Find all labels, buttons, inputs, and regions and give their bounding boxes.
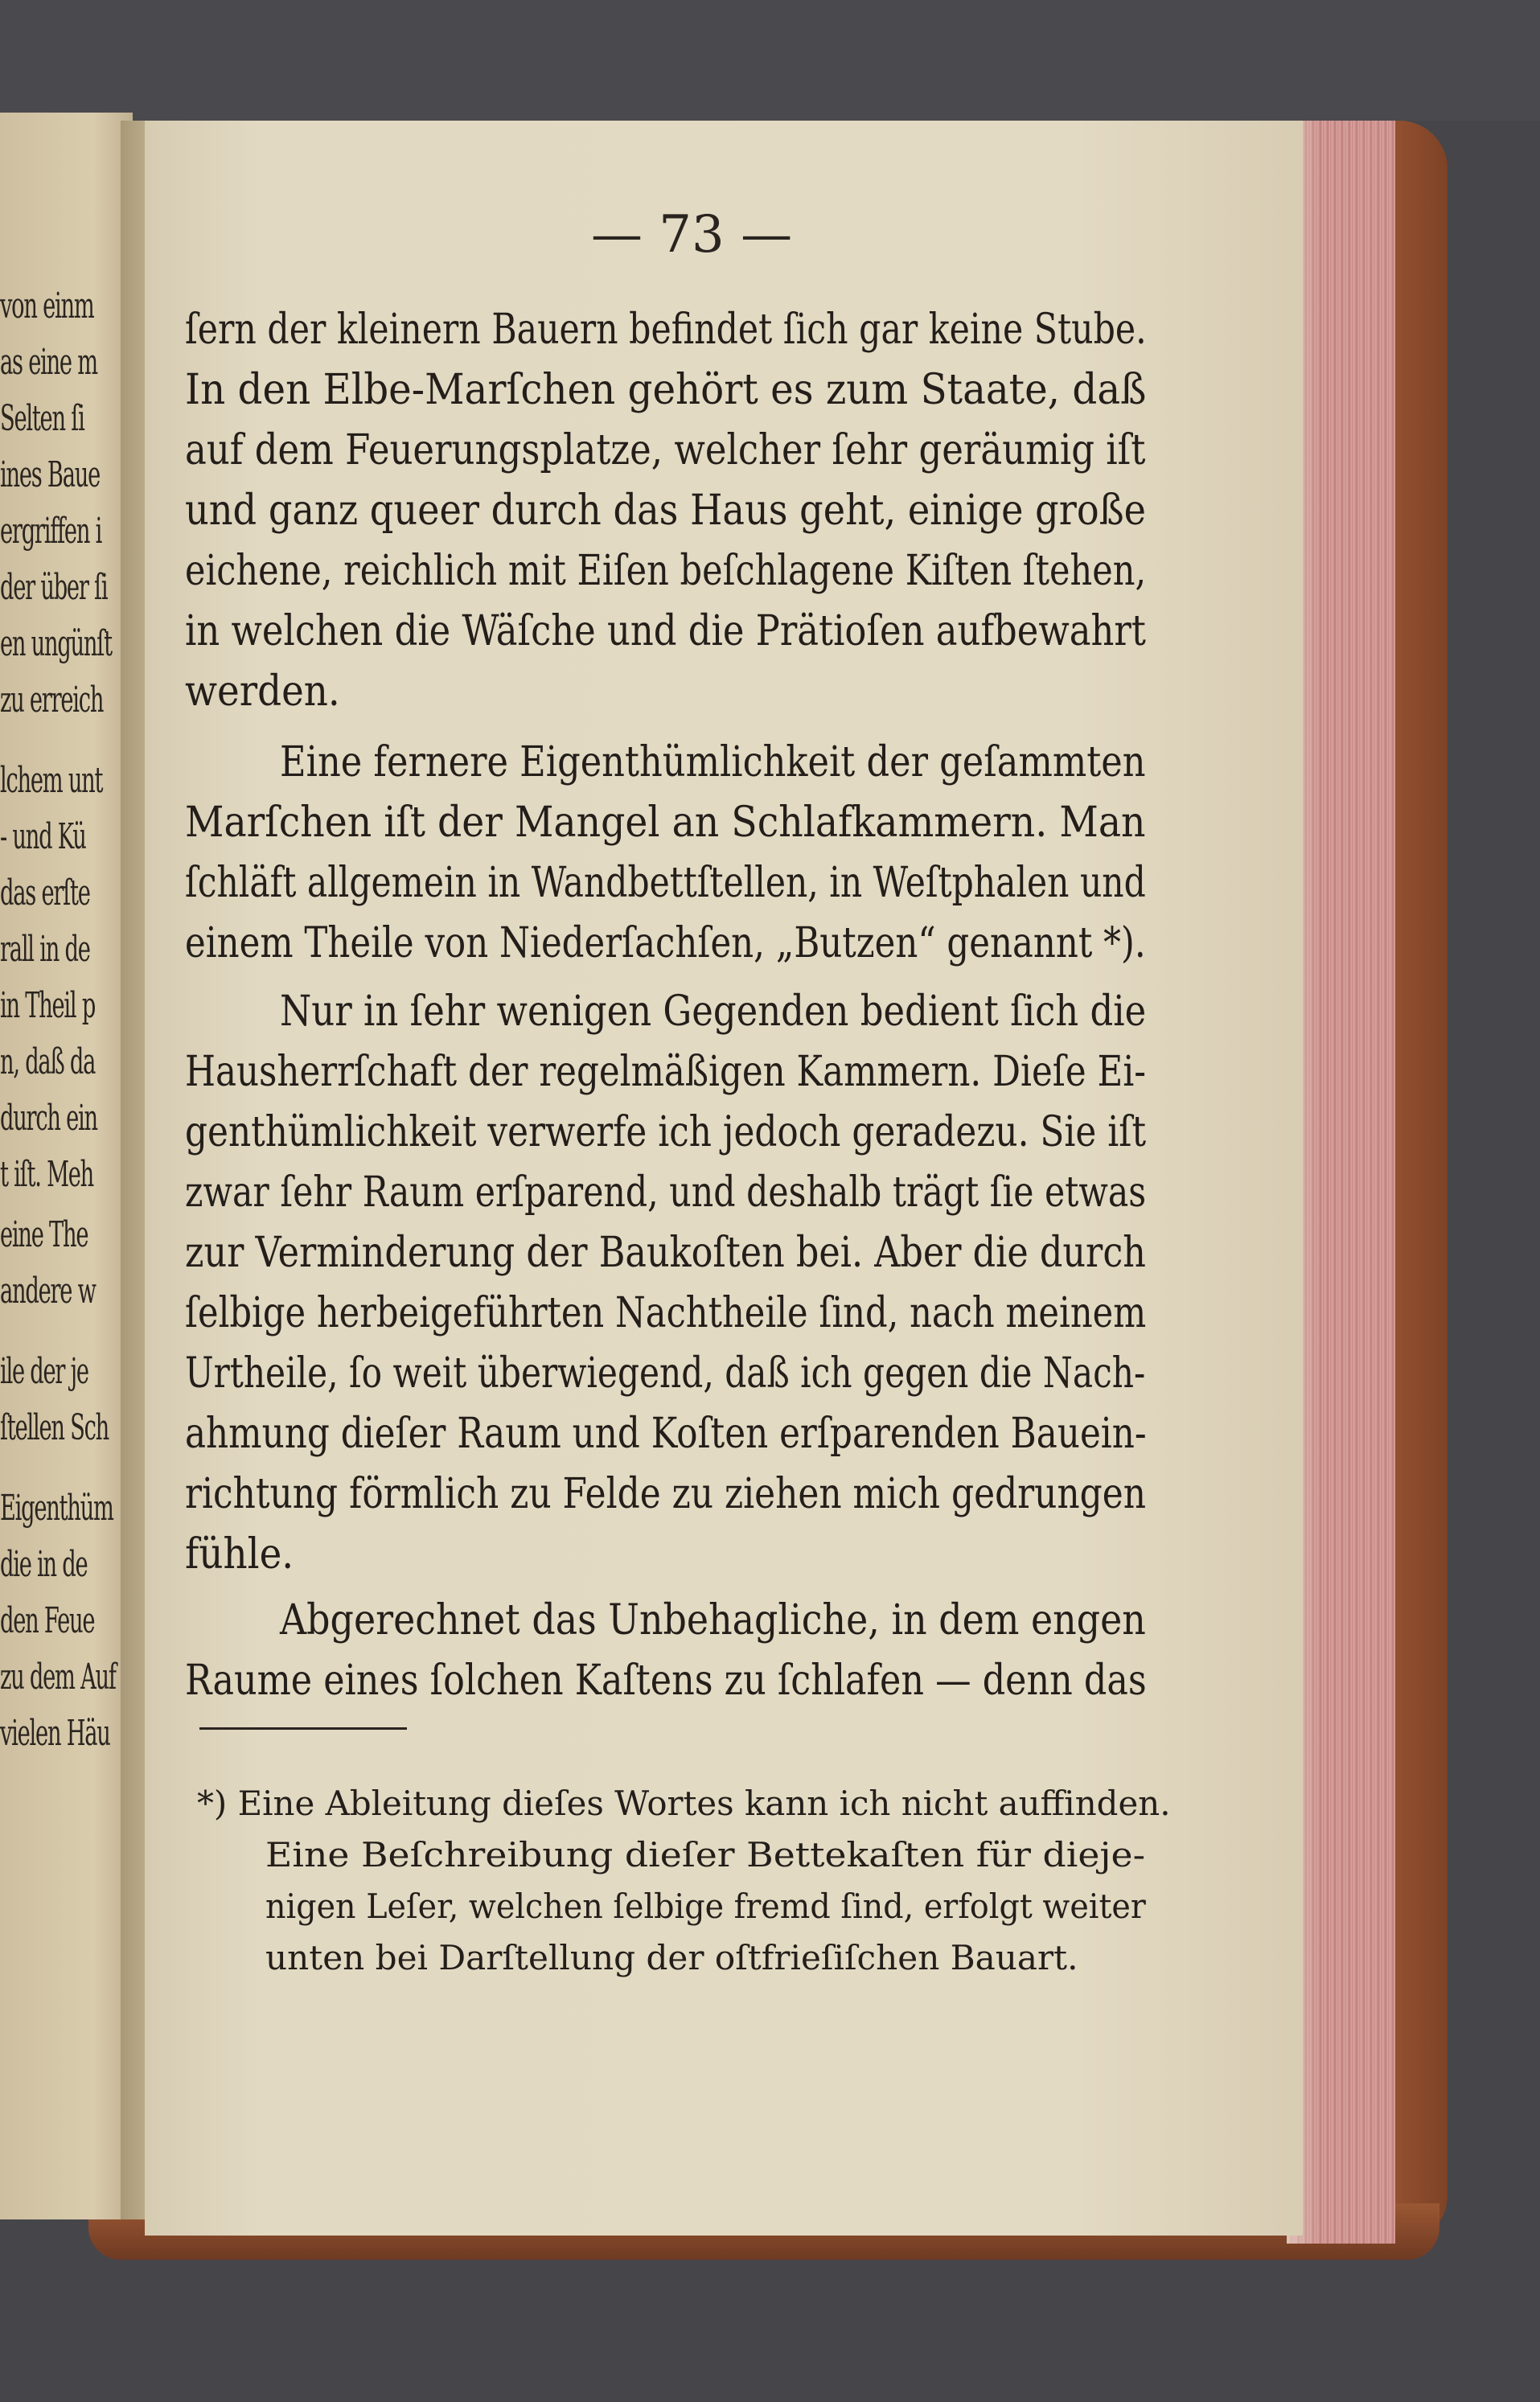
facing-page-line-fragment: lchem unt <box>0 760 103 801</box>
facing-page-line-fragment: durch ein <box>0 1098 97 1139</box>
footnote-separator <box>199 1727 407 1730</box>
facing-page-line-fragment: as eine m <box>0 342 97 383</box>
facing-page-line-fragment: zu dem Auf <box>0 1657 116 1698</box>
facing-page-line-fragment: rall in de <box>0 929 90 970</box>
facing-page-line-fragment: zu erreich <box>0 680 104 721</box>
facing-page-line-fragment: den Feue <box>0 1600 95 1641</box>
facing-page-line-fragment: t iſt. Meh <box>0 1154 94 1195</box>
text-line: und ganz queer durch das Haus geht, einige große <box>185 487 1146 535</box>
facing-page-line-fragment: der über ſi <box>0 567 108 608</box>
text-line: Hausherrſchaft der regelmäßigen Kammern. Dieſe Ei- <box>185 1048 1147 1096</box>
text-line: Raume eines ſolchen Kaſtens zu ſchlafen — denn das <box>185 1657 1147 1705</box>
facing-page-line-fragment: in Theil p <box>0 985 96 1026</box>
footnote-line: *) Eine Ableitung dieſes Wortes kann ich nicht auffinden. <box>197 1784 1171 1823</box>
text-line: ſelbige herbeigeführten Nachtheile ſind, nach meinem <box>185 1289 1147 1337</box>
footnote-line: nigen Leſer, welchen ſelbige fremd ſind, erfolgt weiter <box>265 1887 1146 1926</box>
facing-page-line-fragment: ines Baue <box>0 454 100 495</box>
facing-page-line-fragment: n, daß da <box>0 1041 96 1082</box>
text-line: eichene, reichlich mit Eiſen beſchlagene Kiſten ſtehen, <box>185 547 1147 595</box>
text-line: Marſchen iſt der Mangel an Schlafkammern. Man <box>185 799 1146 847</box>
text-line: zwar ſehr Raum erſparend, und deshalb trägt ſie etwas <box>185 1168 1147 1217</box>
facing-page-line-fragment: von einm <box>0 285 94 326</box>
text-line: ahmung dieſer Raum und Koſten erſparenden Bauein- <box>185 1410 1147 1458</box>
facing-page-line-fragment: andere w <box>0 1271 96 1312</box>
text-line: richtung förmlich zu Felde zu ziehen mich gedrungen <box>185 1470 1147 1518</box>
facing-page-line-fragment: ſtellen Sch <box>0 1407 109 1448</box>
text-line: Urtheile, ſo weit überwiegend, daß ich gegen die Nach- <box>185 1349 1146 1398</box>
text-line: Nur in ſehr wenigen Gegenden bedient ſich die <box>280 987 1147 1036</box>
table-background <box>0 0 1540 121</box>
text-line: Eine fernere Eigenthümlichkeit der geſammten <box>280 738 1146 786</box>
text-line: auf dem Feuerungsplatze, welcher ſehr geräumig iſt <box>185 426 1146 474</box>
text-line: genthümlichkeit verwerfe ich jedoch geradezu. Sie iſt <box>185 1108 1147 1156</box>
text-line: in welchen die Wäſche und die Prätioſen aufbewahrt <box>185 607 1146 655</box>
facing-page-line-fragment: en ungünſt <box>0 623 112 664</box>
facing-page-line-fragment: eine The <box>0 1214 88 1255</box>
facing-page-line-fragment: die in de <box>0 1544 88 1585</box>
facing-page-line-fragment: vielen Häu <box>0 1713 110 1754</box>
footnote-line: unten bei Darſtellung der oſtfrieſiſchen Bauart. <box>265 1938 1078 1977</box>
text-line: In den Elbe-Marſchen gehört es zum Staate, daß <box>185 366 1147 414</box>
facing-page-line-fragment: Eigenthüm <box>0 1488 113 1529</box>
text-line: werden. <box>185 667 340 716</box>
text-line: ſern der kleinern Bauern befindet ſich gar keine Stube. <box>185 306 1147 354</box>
page-number: — 73 — <box>590 205 793 265</box>
facing-page-line-fragment: Selten ſi <box>0 398 84 439</box>
facing-page-line-fragment: ergriffen i <box>0 511 102 552</box>
text-line: ſchläft allgemein in Wandbettſtellen, in Weſtphalen und <box>185 859 1146 907</box>
footnote-line: Eine Beſchreibung dieſer Bettekaſten für dieje- <box>265 1835 1146 1874</box>
facing-page-line-fragment: - und Kü <box>0 816 86 857</box>
facing-page-line-fragment: ile der je <box>0 1351 88 1392</box>
text-line: einem Theile von Niederſachſen, „Butzen“ genannt *). <box>185 919 1146 967</box>
text-line: zur Verminderung der Baukoſten bei. Aber die durch <box>185 1229 1146 1277</box>
text-line: Abgerechnet das Unbehagliche, in dem engen <box>280 1596 1146 1644</box>
facing-page-line-fragment: das erſte <box>0 873 90 914</box>
text-line: fühle. <box>185 1530 294 1579</box>
